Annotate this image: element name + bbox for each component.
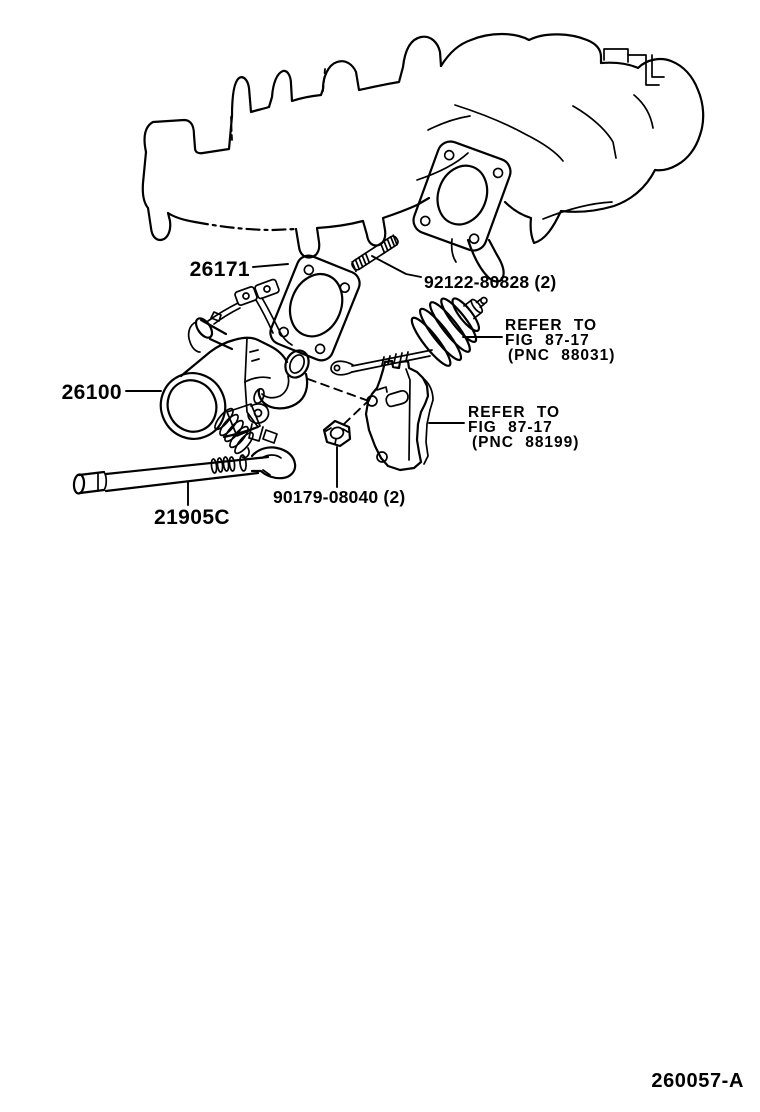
callout-labels xyxy=(62,258,744,1092)
manifold-throttle-flange xyxy=(410,138,514,254)
throttle-body-block xyxy=(234,338,287,362)
assembly-dashed-line xyxy=(344,403,366,424)
mounting-bracket-drawing xyxy=(366,361,433,470)
leader-line-26171 xyxy=(253,264,288,267)
intake-manifold-drawing xyxy=(143,34,703,282)
plenum-interior-curve xyxy=(634,95,653,128)
callout-26171[interactable]: 26171 xyxy=(189,258,250,281)
throttle-elbow-hose xyxy=(259,374,307,408)
callout-92122-80828[interactable]: 92122-80828 (2) xyxy=(424,272,557,292)
plenum-interior-curve xyxy=(573,106,616,158)
manifold-lower-leg xyxy=(452,239,456,262)
refer-block-88031[interactable] xyxy=(505,317,615,364)
refer-88031-line3[interactable]: (PNC 88031) xyxy=(508,347,616,364)
refer-88199-line2[interactable]: FIG 87-17 xyxy=(468,419,553,436)
plenum-hook-bracket xyxy=(604,49,628,62)
callout-21905c[interactable]: 21905C xyxy=(154,506,230,529)
refer-88031-line2[interactable]: FIG 87-17 xyxy=(505,332,590,349)
bracket-outline xyxy=(366,361,428,470)
actuator-rod-clevis-pin xyxy=(334,365,339,370)
callout-90179-08040[interactable]: 90179-08040 (2) xyxy=(273,487,406,507)
plenum-interior-curve xyxy=(455,105,563,161)
plenum-interior-curve xyxy=(428,116,470,130)
bracket-slot xyxy=(386,391,408,407)
manifold-center-foot xyxy=(296,221,363,258)
refer-88199-line1[interactable]: REFER TO xyxy=(468,404,561,421)
callout-26100[interactable]: 26100 xyxy=(61,381,122,404)
refer-88031-line1[interactable]: REFER TO xyxy=(505,317,598,334)
gasket-bolt-hole xyxy=(314,343,326,355)
throttle-body-gasket-drawing xyxy=(267,252,363,364)
manifold-hidden-edge xyxy=(231,117,232,140)
throttle-body-drawing xyxy=(150,279,313,458)
tube-drawing xyxy=(73,447,295,493)
manifold-hidden-edge xyxy=(323,69,325,91)
manifold-left-top-contour xyxy=(144,37,441,154)
leader-line-92122 xyxy=(372,256,421,277)
refer-88199-line3[interactable]: (PNC 88199) xyxy=(472,434,580,451)
gasket-bolt-hole xyxy=(303,264,315,276)
hex-nut-drawing xyxy=(324,421,350,446)
tube-end-cap xyxy=(73,474,84,494)
assembly-dashed-line xyxy=(308,379,366,400)
throttle-wire-clip xyxy=(189,322,200,352)
throttle-elbow-hose-inner xyxy=(262,376,289,398)
manifold-bottom-dashdot-edge xyxy=(195,222,296,230)
assembly-dashed-lines xyxy=(308,379,366,424)
tube-shaft xyxy=(106,457,268,491)
plenum-interior-curve xyxy=(543,202,612,219)
manifold-left-bottom-contour xyxy=(143,152,195,240)
refer-block-88199[interactable] xyxy=(468,404,579,451)
throttle-bore-outer xyxy=(150,363,236,450)
throttle-mount-pad xyxy=(254,279,279,300)
bracket-fold-line xyxy=(406,369,410,460)
figure-code: 260057-A xyxy=(651,1070,744,1092)
throttle-bracket-arm xyxy=(256,298,292,345)
throttle-sensor-boss xyxy=(201,320,232,349)
